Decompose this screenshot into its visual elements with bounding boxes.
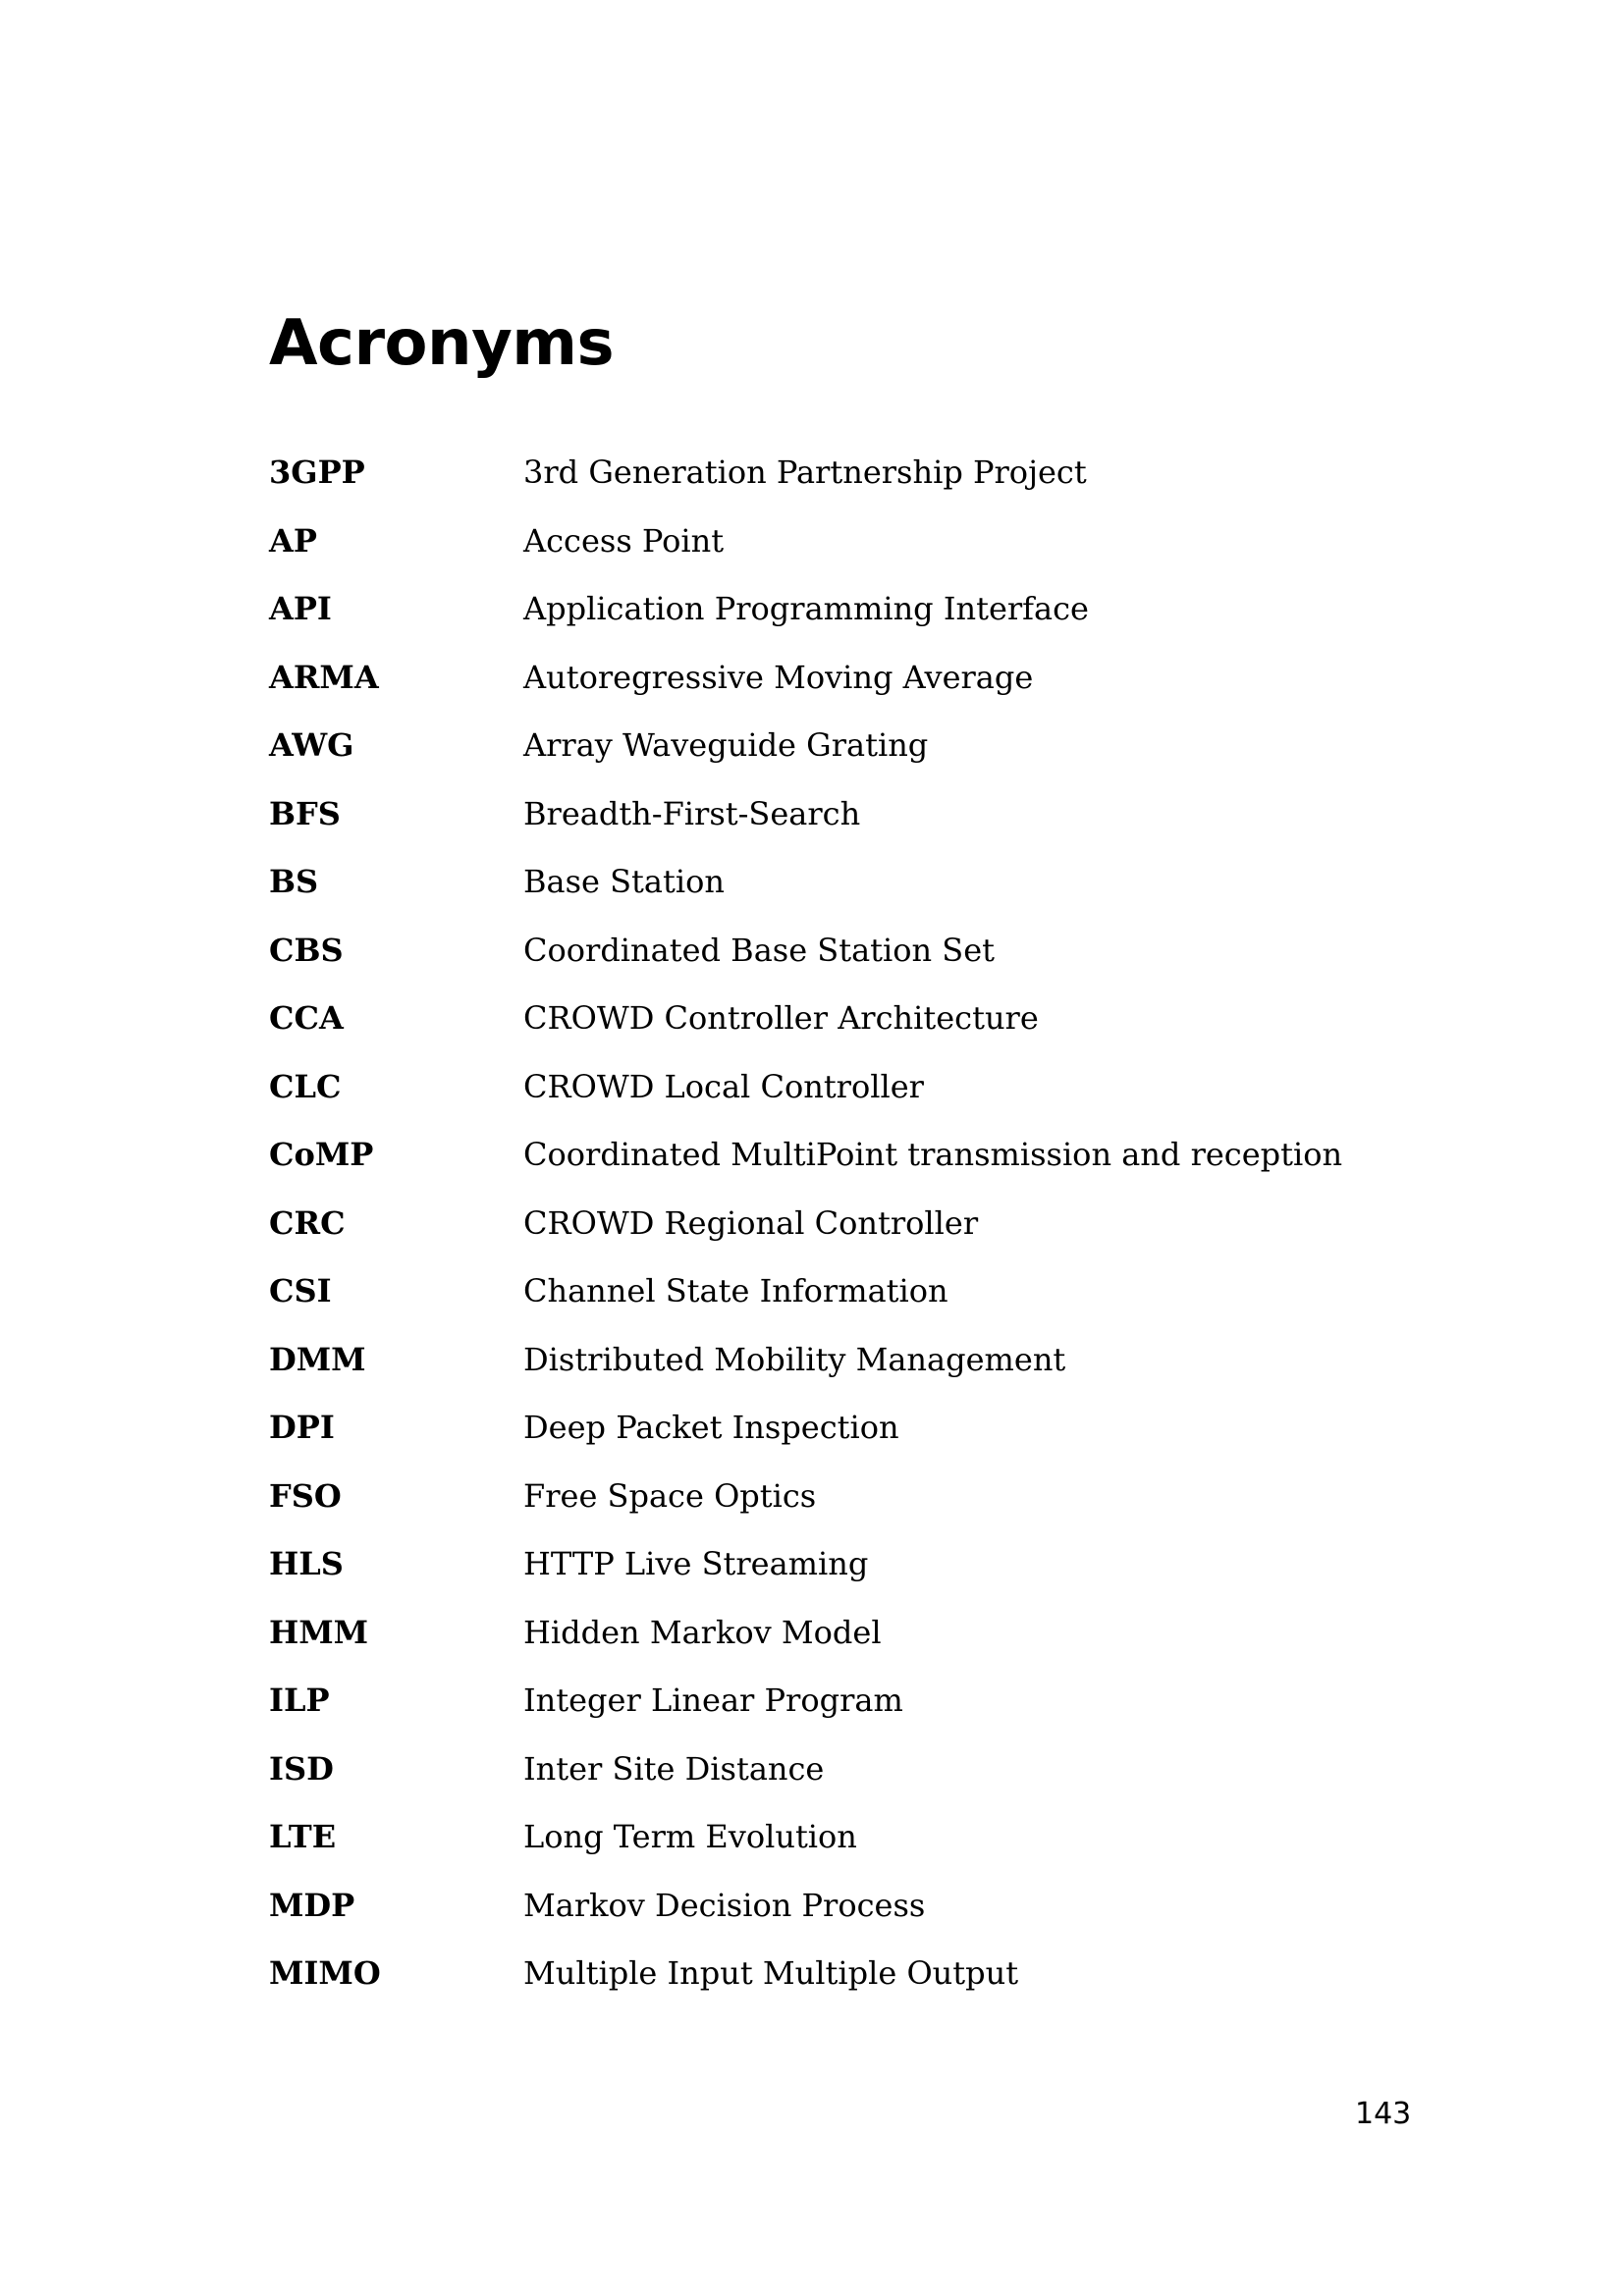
acronym-definition: Free Space Optics (523, 1476, 817, 1515)
acronym-entry (269, 1341, 1349, 1410)
acronym-entry (269, 1750, 1349, 1819)
acronym-term: MIMO (269, 1954, 381, 1992)
acronym-entry (269, 1409, 1349, 1477)
acronym-term: CoMP (269, 1136, 374, 1173)
acronym-entry (269, 1477, 1349, 1546)
acronym-term: DPI (269, 1409, 335, 1446)
acronym-term: DMM (269, 1340, 366, 1378)
acronym-definition: Application Programming Interface (523, 590, 1089, 627)
acronym-entry (269, 1272, 1349, 1341)
acronym-definition: Hidden Markov Model (523, 1613, 882, 1651)
acronym-term: API (269, 590, 332, 627)
acronym-term: MDP (269, 1886, 355, 1924)
acronym-entry (269, 1887, 1349, 1955)
acronym-definition: Autoregressive Moving Average (523, 658, 1034, 696)
acronym-entry (269, 1545, 1349, 1614)
acronym-definition: HTTP Live Streaming (523, 1545, 869, 1582)
acronym-list (269, 454, 1349, 2023)
acronym-definition: Deep Packet Inspection (523, 1409, 899, 1446)
acronym-definition: Long Term Evolution (523, 1818, 857, 1855)
acronym-entry (269, 522, 1349, 591)
acronym-definition: Coordinated MultiPoint transmission and reception (523, 1136, 1343, 1173)
acronym-term: CBS (269, 931, 344, 969)
acronym-term: ARMA (269, 658, 379, 696)
acronym-entry (269, 1068, 1349, 1137)
acronym-term: CSI (269, 1272, 332, 1309)
acronym-term: ISD (269, 1749, 334, 1788)
acronym-entry (269, 659, 1349, 727)
acronym-term: 3GPP (269, 454, 365, 491)
acronym-definition: Inter Site Distance (523, 1749, 825, 1788)
acronym-definition: Integer Linear Program (523, 1682, 903, 1719)
acronym-definition: Base Station (523, 863, 725, 900)
page-number: 143 (1355, 2097, 1412, 2131)
acronym-definition: 3rd Generation Partnership Project (523, 454, 1087, 491)
page-title: Acronyms (269, 307, 615, 380)
acronym-entry (269, 999, 1349, 1068)
acronym-term: BFS (269, 794, 341, 832)
acronym-term: CLC (269, 1067, 342, 1105)
acronym-definition: Access Point (523, 521, 725, 560)
acronym-entry (269, 863, 1349, 932)
acronym-term: LTE (269, 1818, 337, 1855)
acronym-entry (269, 1136, 1349, 1204)
acronym-term: HLS (269, 1545, 344, 1582)
acronym-entry (269, 726, 1349, 795)
acronym-entry (269, 932, 1349, 1000)
acronym-term: HMM (269, 1613, 369, 1651)
acronym-term: CCA (269, 999, 344, 1037)
acronym-definition: Array Waveguide Grating (523, 726, 929, 764)
acronym-term: CRC (269, 1203, 346, 1242)
acronym-definition: Channel State Information (523, 1272, 948, 1309)
acronym-definition: Coordinated Base Station Set (523, 931, 996, 969)
acronym-definition: Multiple Input Multiple Output (523, 1954, 1019, 1992)
acronym-definition: Breadth-First-Search (523, 794, 861, 832)
acronym-entry (269, 1954, 1349, 2023)
acronym-definition: CROWD Local Controller (523, 1067, 924, 1105)
acronym-definition: CROWD Regional Controller (523, 1203, 979, 1242)
acronym-term: BS (269, 863, 319, 900)
acronym-term: AP (269, 521, 317, 560)
acronym-entry (269, 1614, 1349, 1682)
acronym-entry (269, 1818, 1349, 1887)
acronym-term: AWG (269, 726, 354, 764)
acronym-entry (269, 1682, 1349, 1750)
acronym-definition: Markov Decision Process (523, 1886, 926, 1924)
acronym-definition: Distributed Mobility Management (523, 1340, 1066, 1378)
acronym-entry (269, 454, 1349, 522)
acronym-definition: CROWD Controller Architecture (523, 999, 1039, 1037)
acronym-term: FSO (269, 1476, 342, 1515)
acronym-entry (269, 795, 1349, 864)
acronym-term: ILP (269, 1682, 330, 1719)
acronym-entry (269, 1204, 1349, 1273)
acronym-entry (269, 590, 1349, 659)
